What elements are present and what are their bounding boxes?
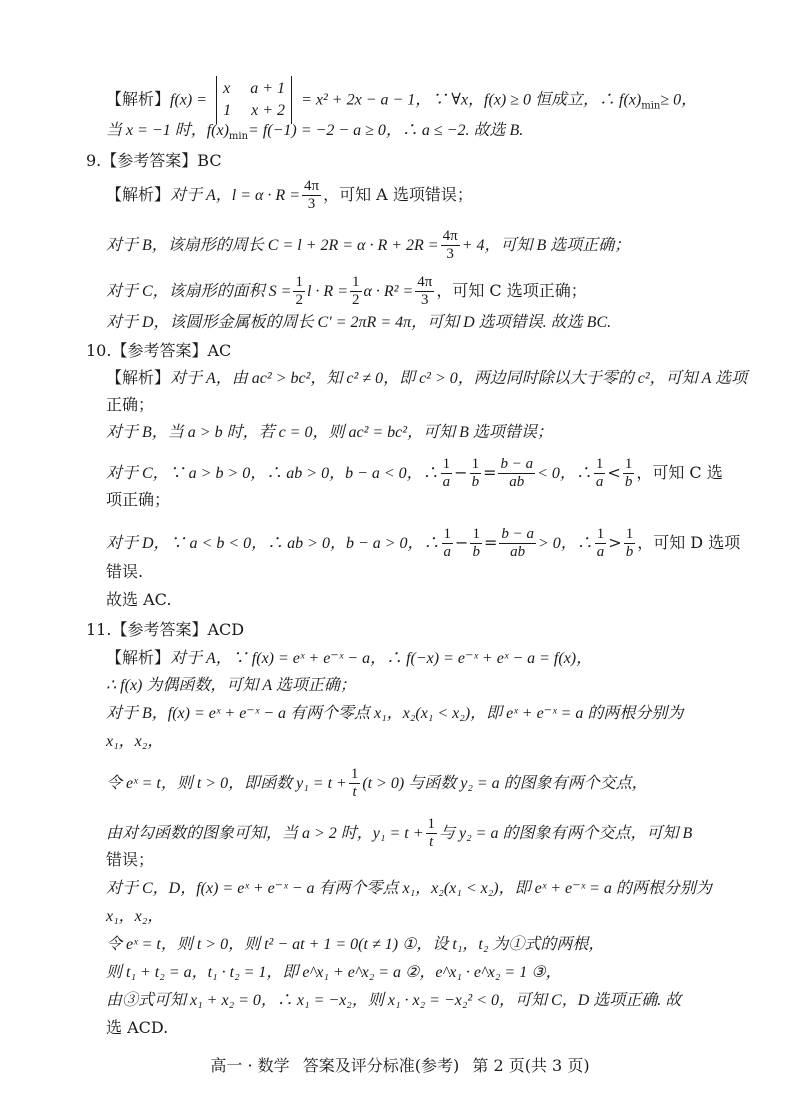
q9-option-b xyxy=(106,228,630,263)
numerator: 4π xyxy=(304,178,320,194)
q10-c-text: 对于 C，∵ a > b > 0，∴ ab > 0，b − a < 0，∴ xyxy=(106,465,439,482)
q9-c-end: ，可知 C 选项正确； xyxy=(436,281,587,300)
denominator: a xyxy=(443,544,452,560)
fraction xyxy=(624,526,636,561)
denominator: t xyxy=(429,834,434,850)
denominator: 3 xyxy=(307,196,316,212)
q10-conclusion xyxy=(106,590,171,610)
denominator: 2 xyxy=(352,292,360,308)
numerator: 4π xyxy=(417,274,433,290)
analysis-tag: 【解析】 xyxy=(106,648,171,667)
q8-min-sub: min xyxy=(641,100,661,112)
q8-analysis-line2 xyxy=(106,120,523,141)
denominator: 3 xyxy=(446,246,454,262)
q11-line7 xyxy=(106,850,154,870)
analysis-tag: 【解析】 xyxy=(106,368,171,387)
answer-tag: 【参考答案】 xyxy=(101,151,198,170)
det-cell: x + 2 xyxy=(251,102,286,119)
operator: = xyxy=(483,533,498,552)
numerator: 1 xyxy=(427,816,436,832)
denominator: 3 xyxy=(421,292,429,308)
numerator: 1 xyxy=(350,766,359,782)
q11-text: 对于 A，∵ f(x) = eˣ + e⁻ˣ − a，∴ f(−x) = e⁻ˣ + eˣ − a = f(x)， xyxy=(170,650,593,667)
q11-text: (t > 0) 与函数 y₂ = a 的图象有两个交点， xyxy=(362,775,648,792)
q10-d-text2: 错误. xyxy=(106,562,144,581)
numerator: b − a xyxy=(501,526,534,542)
footer-course: 高一 · 数学 xyxy=(210,1056,290,1075)
numerator: b − a xyxy=(500,456,534,472)
fraction xyxy=(350,274,362,309)
q10-header xyxy=(86,341,231,361)
fraction xyxy=(470,526,482,561)
q8-min-sub: min xyxy=(228,131,249,143)
q11-line10 xyxy=(106,934,604,955)
q10-d-text: 对于 D，∵ a < b < 0，∴ ab > 0，b − a > 0，∴ xyxy=(106,535,440,552)
q8-expr-end: ≥ 0， xyxy=(660,91,698,109)
q9-answer: BC xyxy=(197,151,222,170)
q10-b-text: 对于 B，当 a > b 时，若 c = 0，则 ac² = bc²，可知 B 选项错误； xyxy=(106,424,553,441)
q11-text: 错误； xyxy=(106,850,155,869)
denominator: b xyxy=(472,544,480,560)
analysis-tag: 【解析】 xyxy=(106,185,171,204)
q9-a-text: 对于 A，l = α · R = xyxy=(170,187,301,204)
fraction xyxy=(349,766,361,801)
q8-expr: = x² + 2x − a − 1，∵ ∀x，f(x) ≥ 0 恒成立，∴ f(x) xyxy=(301,91,642,109)
denominator: b xyxy=(471,474,480,490)
q9-option-d xyxy=(106,312,611,333)
q11-text: x₁，x₂， xyxy=(106,908,164,925)
q11-line4 xyxy=(106,731,163,752)
q10-d-end: ，可知 D 选项 xyxy=(637,533,741,552)
fraction xyxy=(470,456,482,491)
operator: − xyxy=(455,533,469,552)
q9-c-text: 对于 C，该扇形的面积 S = xyxy=(106,283,292,300)
q10-c-mid: < 0，∴ xyxy=(537,465,592,482)
q11-text: 由③式可知 x₁ + x₂ = 0，∴ x₁ = −x₂，则 x₁ · x₂ = −x₂² < 0，可知 C，D 选项正确. 故 xyxy=(106,992,682,1009)
q11-line5 xyxy=(106,766,648,801)
q10-a-text2: 正确； xyxy=(106,395,155,414)
q11-answer: ACD xyxy=(207,620,245,639)
q10-a-text: 对于 A，由 ac² > bc²，知 c² ≠ 0，即 c² > 0，两边同时除以大于零的 c²，可知 A 选项 xyxy=(170,370,748,387)
numerator: 1 xyxy=(442,456,451,472)
fraction xyxy=(426,816,438,851)
question-number: 10. xyxy=(86,341,112,360)
det-cell: a + 1 xyxy=(250,80,286,97)
q9-option-a xyxy=(106,178,473,213)
q9-option-c xyxy=(106,274,587,309)
fraction xyxy=(293,274,305,309)
numerator: 1 xyxy=(596,526,605,542)
numerator: 4π xyxy=(442,228,458,244)
denominator: a xyxy=(595,474,604,490)
fraction xyxy=(498,456,535,491)
q11-line9 xyxy=(106,906,163,927)
q9-header xyxy=(86,151,222,171)
denominator: a xyxy=(596,544,605,560)
q8-line2-end: = f(−1) = −2 − a ≥ 0，∴ a ≤ −2. 故选 B. xyxy=(248,122,524,139)
fraction xyxy=(415,274,434,309)
denominator: ab xyxy=(510,544,526,560)
q11-line12 xyxy=(106,990,681,1011)
q10-option-c-cont xyxy=(106,490,170,510)
operator: − xyxy=(454,463,468,482)
q10-option-d xyxy=(106,526,740,561)
numerator: 1 xyxy=(624,456,633,472)
q10-option-b xyxy=(106,422,553,443)
q11-line13 xyxy=(106,1018,168,1038)
denominator: 2 xyxy=(295,292,303,308)
question-number: 11. xyxy=(86,620,112,639)
q8-determinant xyxy=(216,76,292,124)
question-number: 9. xyxy=(86,151,102,170)
det-cell: 1 xyxy=(223,102,232,119)
numerator: 1 xyxy=(472,526,480,542)
operator: = xyxy=(483,463,497,482)
answer-tag: 【参考答案】 xyxy=(111,341,208,360)
q10-conclusion-text: 故选 AC. xyxy=(106,590,172,609)
fraction xyxy=(594,456,606,491)
q11-line6 xyxy=(106,816,692,851)
q11-text: x₁，x₂， xyxy=(106,733,164,750)
q8-analysis-line1 xyxy=(106,76,697,124)
q11-text: 令 eˣ = t，则 t > 0，即函数 y₁ = t + xyxy=(106,775,347,792)
q11-text: 令 eˣ = t，则 t > 0，则 t² − at + 1 = 0(t ≠ 1) ①，设 t₁，t₂ 为①式的两根， xyxy=(106,936,605,953)
q11-text: 由对勾函数的图象可知，当 a > 2 时，y₁ = t + xyxy=(106,825,424,842)
denominator: ab xyxy=(509,474,525,490)
q10-option-a xyxy=(106,368,747,389)
denominator: t xyxy=(352,784,357,800)
q9-a-end: ，可知 A 选项错误； xyxy=(323,185,473,204)
q9-b-end: + 4，可知 B 选项正确； xyxy=(461,237,631,254)
numerator: 1 xyxy=(352,274,360,290)
q8-func: f(x) = xyxy=(170,91,208,109)
det-cell: x xyxy=(223,80,231,97)
numerator: 1 xyxy=(471,456,480,472)
q11-text: ∴ f(x) 为偶函数，可知 A 选项正确； xyxy=(106,677,356,694)
q11-header xyxy=(86,620,244,640)
page-footer xyxy=(0,1053,800,1076)
q11-line8 xyxy=(106,878,712,899)
operator: < xyxy=(607,463,621,482)
q10-c-end: ，可知 C 选 xyxy=(636,463,723,482)
q10-option-c xyxy=(106,456,723,491)
fraction xyxy=(442,526,454,561)
q10-option-a-cont xyxy=(106,395,154,415)
numerator: 1 xyxy=(295,274,303,290)
q10-option-d-cont xyxy=(106,562,143,582)
denominator: b xyxy=(624,474,633,490)
q11-text: 选 ACD. xyxy=(106,1018,169,1037)
q11-line2 xyxy=(106,675,356,696)
analysis-tag: 【解析】 xyxy=(106,89,171,109)
denominator: b xyxy=(625,544,634,560)
q11-line1 xyxy=(106,648,592,669)
q10-d-mid: > 0，∴ xyxy=(537,535,593,552)
fraction xyxy=(302,178,321,213)
q10-answer: AC xyxy=(207,341,232,360)
numerator: 1 xyxy=(595,456,604,472)
fraction xyxy=(441,228,460,263)
q11-text: 对于 B，f(x) = eˣ + e⁻ˣ − a 有两个零点 x₁，x₂(x₁ < x₂)，即 eˣ + e⁻ˣ = a 的两根分别为 xyxy=(106,705,684,722)
denominator: a xyxy=(442,474,451,490)
q8-line2-text: 当 x = −1 时，f(x) xyxy=(106,122,229,139)
footer-page-number: 第 2 页(共 3 页) xyxy=(472,1056,590,1075)
q9-d-text: 对于 D，该圆形金属板的周长 C′ = 2πR = 4π，可知 D 选项错误. 故选 BC. xyxy=(106,314,612,331)
numerator: 1 xyxy=(625,526,634,542)
q11-text: 与 y₂ = a 的图象有两个交点，可知 B xyxy=(439,825,693,842)
fraction xyxy=(623,456,635,491)
q11-line11 xyxy=(106,962,562,983)
fraction xyxy=(441,456,453,491)
numerator: 1 xyxy=(443,526,452,542)
footer-title: 答案及评分标准(参考) xyxy=(302,1056,460,1075)
fraction xyxy=(595,526,607,561)
q11-text: 对于 C，D，f(x) = eˣ + e⁻ˣ − a 有两个零点 x₁，x₂(x₁ < x₂)，即 eˣ + e⁻ˣ = a 的两根分别为 xyxy=(106,880,712,897)
q9-c-mid2: α · R² = xyxy=(363,283,414,300)
q10-c-text2: 项正确； xyxy=(106,490,171,509)
fraction xyxy=(499,526,536,561)
q11-text: 则 t₁ + t₂ = a，t₁ · t₂ = 1，即 e^x₁ + e^x₂ = a ②，e^x₁ · e^x₂ = 1 ③， xyxy=(106,964,562,981)
q9-b-text: 对于 B，该扇形的周长 C = l + 2R = α · R + 2R = xyxy=(106,237,439,254)
q9-c-mid: l · R = xyxy=(306,283,348,300)
answer-tag: 【参考答案】 xyxy=(111,620,208,639)
q11-line3 xyxy=(106,703,683,724)
operator: > xyxy=(608,533,622,552)
